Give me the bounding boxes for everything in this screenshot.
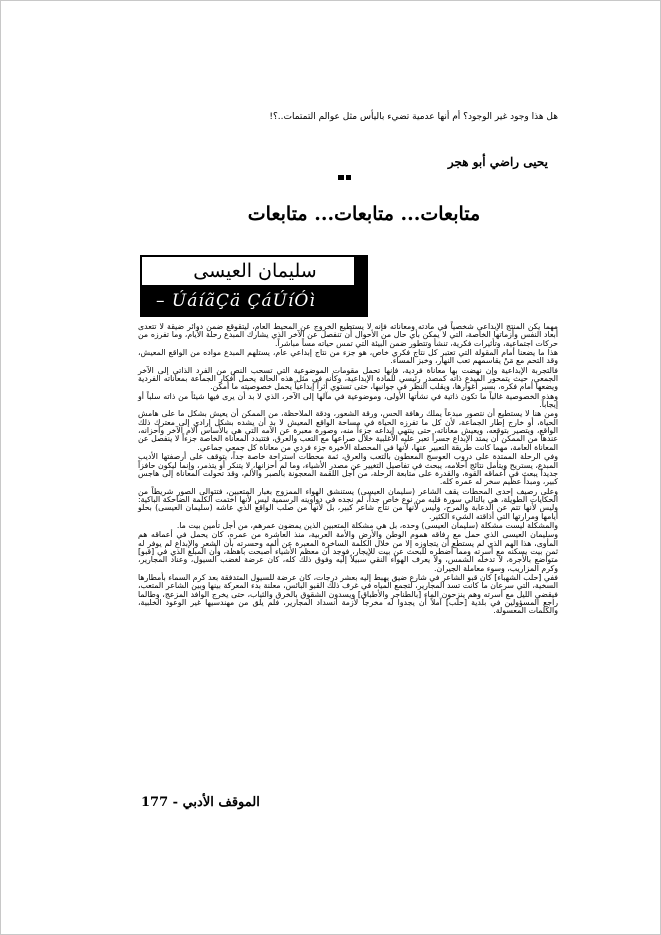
page-footer: الموقف الأدبي - 177 (141, 795, 260, 810)
quote-line: هل هذا وجود غير الوجود؟ أم أنها عدمية تضيء باليأس مثل عوالم التمتمات..؟! (269, 112, 558, 122)
article-paragraph: هذا ما يضعنا أمام المقولة التي تعتبر كل نتاج فكري خاص، هو جزء من نتاج إبداعي عام، يستلهم المبدع مواده من الواقع المعيش، وقد التحم مع مَنْ يقاسمهم تعب النهار، وخبز المساء. (138, 348, 558, 366)
article-paragraph: وهذه الخصوصية غالباً ما تكون ذاتية في نشأتها الأولى، وموضوعية في مآلها إلى الآخر، الذي لا بد أن يرى فيها شيئاً من ذاته سلباً أو إيجاباً. (138, 391, 558, 410)
article-body (138, 323, 558, 617)
article-paragraph: ففي [حلب الشهباء] كان قبو الشاعر في شارع ضيق يهبط إليه بعشر درجات، كان عرضة للسيول المتدفقة بعد كرم السماء بأمطارها السخية، التي سرعان ما كانت تسد المجارير، لتجمع المياه في غرف ذلك القبو البائس، معلنة بدء المعركة بينها وبين الشاعر المتعب، فيقضي الليل مع أسرته وهم ينزحون الماء [بالطناجر والأطباق] ويسدون الشقوق بالخرق والثياب، حتى يخرج الوافد المزعج، وطالما راجع المسؤولين في بلدية [حلب] آملاً أن يجدوا له مخرجاً لأزمة انسداد المجارير، فلم يلق من مهندسيها غير الوعود الخلبية، والكلمات المعسولة. (138, 572, 558, 616)
article-paragraph: ومن هنا لا يستطيع أن نتصور مبدعاً يملك رهافة الحس، ورقة الشعور، ودقة الملاحظة، من الممكن أن يعيش بشكل ما على هامش الحياة، أو خارج إطار الجماعة، لأن كل ما تفرزه الحياة في مساحة الواقع المعيش لا بد أن يشده بشكل إرادي إلى معترك ذلك الواقع، ويتصير بتوقعه، ويعيش معاناته، حتى ينتهي إبداعه جزءاً منه، وصورة معبرة عن الآمه التي هي بالأساس آلام الآخر وأحزانه، عندها من الممكن أن يمتد الإبداع جسراً تعبر عليه الأغلبية خلال صراعها مع التعب والعرق، فتتبدد المعاناة الخاصة جزءاً لا ينفصل عن المعاناة العامة، مهما كانت طريقة التعبير عنها، لأنها في المحصلة الأخيرة جزء فردي من معاناة كل جمعي جماعي. (138, 409, 558, 452)
article-paragraph: وعلى رصيف إحدى المحطات يقف الشاعر (سليمان العيسى) يستنشق الهواء الممزوج بغبار المتعبين، فتتوالى الصور شريطاً من الحكايات الطويلة، هي بالتالي سورة قلبه من نوع خاص جداً، لم نجده في دواوينه الرسمية ليس لأنها اختمت الكلمة الضاحكة الباكية: وليس لأنها تتم عن الدعابة والمرح، وليس لأنها من نتاج شاعر كبير، بل لأنها من صلب الواقع الذي عاشه (سليمان العيسى) بحلو أيامها ومرارتها التي أذاقته الشيء الكثير. (138, 486, 558, 521)
section-title: متابعات... متابعات... متابعات (247, 203, 481, 225)
article-paragraph: وفي الرحلة الممتدة على دروب العوسج المعطون بالتعب والعرق، ثمة محطات استراحة خاصة جداً، يتوقف على أرصفتها الأديب المبدع، يستريح ويتأمل نتائج أحلامه، يبحث في تفاصيل التغيير عن مصدر الأشياء، وما لم أحزانها، لا يتنكر أو يتذمر، وإنما ليكون حافزاً جديداً يبعث في أعماقه القوة، والقدرة على متابعة الرحلة، من أجل اللقمة المعجونة بالصبر والألم، وقد تحولت المعاناة إلى هاجس كبير، ومبدأ عظيم سخر له عمره كله. (138, 452, 558, 487)
article-paragraph: مهما يكن المنتج الإبداعي شخصياً في مادته ومعاناته فإنه لا يستطيع الخروج عن المحيط العام، ليتقوقع ضمن دوائر ضيقة لا تتعدى أبعاد النفس وأزماتها الخاصة، التي لا يمكن بأي حال من الأحوال أن تنفصل عن الآخر الذي يشارك المبدع رحلة الأيام، وما تفرزه من حركات اجتماعية، وتأثيرات فكرية، تنشأ وتتطور ضمن البيئة التي تمس حياته مساً مباشراً. (138, 322, 558, 348)
separator-square (346, 175, 352, 180)
banner-latin-mark: – ÚáíãÇä ÇáÚíÓì (140, 285, 368, 317)
banner-arabic-name: سليمان العيسى (140, 255, 368, 285)
banner-shadow (354, 255, 368, 285)
article-paragraph: فالتجربة الإبداعية وإن نهضت بها معاناة فردية، فإنها تحمل مقومات الموضوعية التي تسحب النص من الفرد الذاتي إلى الآخر الجمعي، حيث يتمحور المبدع ذاته كمصدر رئيسي للمادة الإبداعية، وكأنه في مثل هذه الحالة يحمل أفكار الجماعة بمعاناته الفردية ويضعها أمام فكره، بسبر أغوارها، ويقلب النظر في جوانبها، حتى تستوي أثراً إبداعياً يحمل خصوصيته ما أمكن. (138, 365, 558, 392)
separator-square (338, 175, 344, 180)
separator-mark (338, 175, 351, 180)
article-paragraph: وسليمان العيسى الذي حمل مع رفاقه هموم الوطن والأرض والأمة العربية، منذ العاشرة من عمره، كان يحمل في أعماقه هم المأوى، هذا الهم الذي لم يستطع أن يتجاوزه إلا من خلال الكلمة الساخرة المعبرة عن ألمه وحسرته بأن الشعر والإبداع لم يوفر له ثمن بيت يسكنه مع أسرته ومما أضطره للبحث عن بيت للإيجار، فوجد أن معظم الأشياء أصبحت باهظة، وأن المبلغ الذي في [قبو] متواضع بالأجرة، لا تدخله الشمس، ولا يعرف الهواء النقي سبيلاً إليه وفوق ذلك كله، كان عرضة لغضب السيول، وعناد المجارير، وكرم المزاريب، وسوء معاملة الجيران. (138, 530, 558, 573)
article-paragraph: والمشكلة ليست مشكلة (سليمان العيسى) وحده، بل هي مشكلة المتعبين الذين يمضون عمرهم، من أجل تأمين بيت ما. (176, 520, 558, 530)
author-name: يحيى راضي أبو هجر (447, 155, 548, 169)
name-banner (140, 255, 368, 317)
